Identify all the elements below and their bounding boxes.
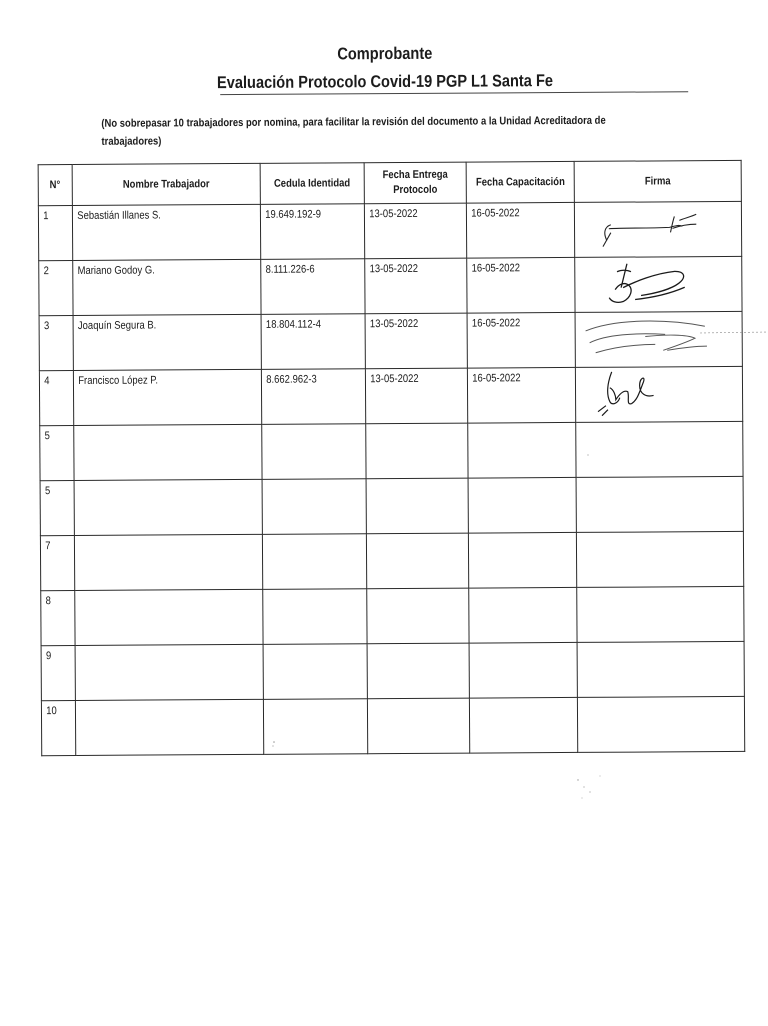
table-row	[40, 531, 743, 590]
header-name: Nombre Trabajador	[72, 163, 260, 205]
cell-num: 10	[41, 700, 75, 755]
table-header-row	[38, 160, 741, 205]
cell-num: 5	[40, 480, 74, 535]
cell-id	[262, 479, 366, 535]
cell-training-date	[468, 477, 576, 533]
cell-num: 3	[39, 316, 73, 371]
cell-delivery-date	[366, 533, 468, 589]
instruction-note: (No sobrepasar 10 trabajadores por nomina, para facilitar la revisión del documento a la Unidad Acreditadora de trabajadores)	[101, 114, 606, 148]
cell-num: 2	[39, 261, 73, 316]
cell-signature	[574, 201, 741, 257]
cell-training-date: 16-05-2022	[467, 312, 575, 368]
cell-name: Mariano Godoy G.	[73, 259, 261, 315]
cell-id	[263, 589, 367, 645]
cell-training-date: 16-05-2022	[467, 257, 575, 313]
cell-num: 5	[40, 425, 74, 480]
cell-name: Joaquín Segura B.	[73, 314, 261, 370]
cell-id	[262, 424, 366, 480]
cell-delivery-date: 13-05-2022	[365, 368, 467, 424]
cell-id: 8.662.962-3	[261, 369, 365, 425]
signature-3	[576, 312, 742, 367]
header-num: N°	[38, 165, 72, 206]
header-signature: Firma	[574, 160, 741, 202]
table-row	[40, 476, 743, 535]
header-id: Cedula Identidad	[260, 163, 364, 205]
cell-name	[74, 424, 262, 480]
cell-training-date	[469, 642, 577, 698]
table-row	[41, 586, 744, 645]
cell-delivery-date	[367, 698, 469, 754]
cell-num: 8	[41, 590, 75, 645]
cell-training-date	[469, 587, 577, 643]
cell-delivery-date	[367, 588, 469, 644]
cell-signature	[575, 366, 742, 422]
cell-id: 18.804.112-4	[261, 314, 365, 370]
header-training-date: Fecha Capacitación	[466, 161, 574, 203]
cell-delivery-date	[366, 478, 468, 534]
cell-delivery-date	[366, 423, 468, 479]
table-row	[39, 311, 742, 370]
cell-name	[75, 699, 263, 755]
table-row	[38, 201, 741, 260]
cell-signature	[576, 421, 743, 477]
cell-id	[262, 534, 366, 590]
cell-training-date: 16-05-2022	[467, 367, 575, 423]
cell-delivery-date: 13-05-2022	[365, 313, 467, 369]
cell-name	[74, 479, 262, 535]
cell-name: Francisco López P.	[73, 369, 261, 425]
signature-1	[575, 202, 741, 257]
cell-num: 9	[41, 645, 75, 700]
cell-delivery-date: 13-05-2022	[364, 203, 466, 259]
cell-name	[74, 534, 262, 590]
header-delivery-date: Fecha Entrega Protocolo	[364, 162, 466, 204]
cell-signature	[577, 641, 744, 697]
cell-id	[263, 644, 367, 700]
document-subtitle: Evaluación Protocolo Covid-19 PGP L1 Santa Fe	[216, 71, 554, 93]
cell-signature	[575, 256, 742, 312]
cell-training-date: 16-05-2022	[466, 202, 574, 258]
cell-id: 19.649.192-9	[260, 204, 364, 260]
cell-training-date	[468, 532, 576, 588]
cell-signature	[576, 531, 743, 587]
cell-id	[263, 699, 367, 755]
cell-num: 1	[38, 206, 72, 261]
table-row	[39, 366, 742, 425]
workers-table	[38, 160, 746, 756]
cell-name	[75, 644, 263, 700]
cell-training-date	[469, 697, 577, 753]
cell-num: 4	[39, 371, 73, 426]
table-row	[41, 641, 744, 700]
cell-name	[75, 589, 263, 645]
signature-4	[576, 367, 742, 422]
cell-delivery-date: 13-05-2022	[365, 258, 467, 314]
cell-delivery-date	[367, 643, 469, 699]
document-title: Comprobante	[337, 43, 433, 64]
table-row	[41, 696, 744, 755]
cell-name: Sebastián Illanes S.	[72, 204, 260, 260]
table-row	[40, 421, 743, 480]
cell-signature	[577, 586, 744, 642]
cell-signature	[576, 476, 743, 532]
table-row	[39, 256, 742, 315]
cell-signature	[577, 696, 744, 752]
cell-signature	[575, 311, 742, 367]
cell-training-date	[468, 422, 576, 478]
cell-num: 7	[40, 535, 74, 590]
cell-id: 8.111.226-6	[261, 259, 365, 315]
signature-2	[575, 257, 741, 312]
